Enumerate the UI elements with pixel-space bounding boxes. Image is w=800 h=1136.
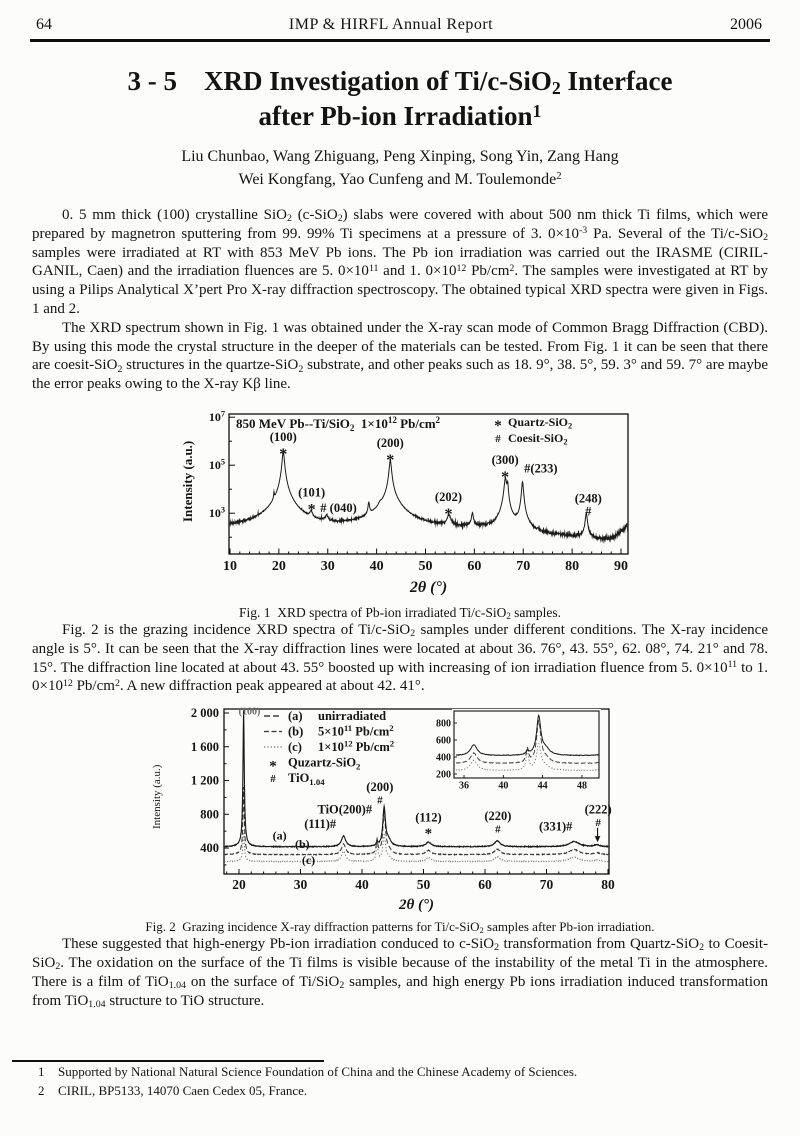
fig1-xrd-chart — [176, 402, 636, 602]
footnote-1-text: Supported by National Natural Science Foundation of China and the Chinese Academy of Sciences. — [58, 1064, 578, 1079]
footnotes — [0, 1060, 800, 1100]
paragraph-1: 0. 5 mm thick (100) crystalline SiO$_2$ (c-SiO$_2$) slabs were covered with about 500 nm thick Ti films, which were prepared by magnetron sputtering from 99. 99% Ti specimens at a pressure of 3. $0\times 10^{-3}$ Pa. Several of the Ti/c-SiO$_2$ samples were irradiated at RT with 853 MeV Pb ions. The Pb ion irradiation was carried out the IRASME (CIRIL-GANIL, Caen) and the irradiation fluences are 5. $0\times 10^{11}$ and 1. $0\times 10^{12}$ $Pb/cm^2$. The samples were investigated at RT by using a Pilips Analytical X’pert Pro X-ray diffraction spectroscopy. The obtained typical XRD spectra were given in Figs. 1 and 2. — [32, 207, 769, 317]
footnote-2 — [38, 1081, 768, 1100]
fig2-caption: Fig. 2 Grazing incidence X-ray diffraction patterns for Ti/c-SiO$_2$ samples after Pb-ion irradiation. — [145, 919, 655, 936]
footnote-2-number: 2 — [38, 1083, 45, 1098]
author-list — [0, 145, 800, 191]
footnote-1-number: 1 — [38, 1064, 45, 1079]
page-header — [0, 0, 800, 34]
header-rule — [30, 39, 770, 42]
fig1-caption: Fig. 1 XRD spectra of Pb-ion irradiated Ti/c-SiO$_2$ samples. — [238, 604, 562, 621]
journal-title: IMP & HIRFL Annual Report — [288, 16, 494, 33]
year-label: 2006 — [729, 16, 762, 33]
article-title — [30, 64, 770, 134]
figure-1 — [0, 402, 800, 621]
article-title-line1: 3 - 5 XRD Investigation of Ti/c-SiO$_2$ Interface — [127, 66, 673, 98]
authors-line2: Wei Kongfang, Yao Cunfeng and M. Toulemonde$^2$ — [238, 171, 562, 188]
paragraph-2: The XRD spectrum shown in Fig. 1 was obtained under the X-ray scan mode of Common Bragg Diffraction (CBD). By using this mode the crystal structure in the deeper of the materials can be tested. From Fig. 1 it can be seen that there are coesit-SiO$_2$ structures in the quartze-SiO$_2$ substrate, and other peaks such as 18. 9°, 38. 5°, 59. 3° and 59. 7° are maybe the error peaks owing to the X-ray Kβ line. — [32, 319, 769, 393]
fig2-xrd-chart — [146, 704, 628, 916]
paragraph-3: Fig. 2 is the grazing incidence XRD spectra of Ti/c-SiO$_2$ samples under different conditions. The X-ray incidence angle is 5°. It can be seen that the X-ray diffraction lines were located at about 36. 76°, 43. 55°, 62. 08°, 74. 21° and 78. 15°. The diffraction line located at about 43. 55° boosted up with increasing of ion irradiation fluence from 5. $0\times 10^{11}$ to 1. $0\times 10^{12}$ $Pb/cm^2$. A new diffraction peak appeared at about 42. 41°. — [32, 621, 768, 695]
footnote-1 — [38, 1062, 768, 1081]
authors-line1: Liu Chunbao, Wang Zhiguang, Peng Xinping, Song Yin, Zang Hang — [181, 148, 619, 165]
page-number: 64 — [36, 16, 52, 33]
figure-2 — [0, 704, 800, 935]
article-title-line2: after Pb-ion Irradiation$^1$ — [258, 100, 542, 131]
footnote-2-text: CIRIL, BP5133, 14070 Caen Cedex 05, France. — [58, 1083, 308, 1098]
paragraph-4: These suggested that high-energy Pb-ion irradiation conduced to c-SiO$_2$ transformation from Quartz-SiO$_2$ to Coesit-SiO$_2$. The oxidation on the surface of the Ti films is visible because of the instability of the metal Ti in the atmosphere. There is a film of TiO$_{1.04}$ on the surface of Ti/SiO$_2$ samples, and high energy Pb ions irradiation induced transformation from TiO$_{1.04}$ structure to TiO structure. — [32, 936, 768, 1010]
